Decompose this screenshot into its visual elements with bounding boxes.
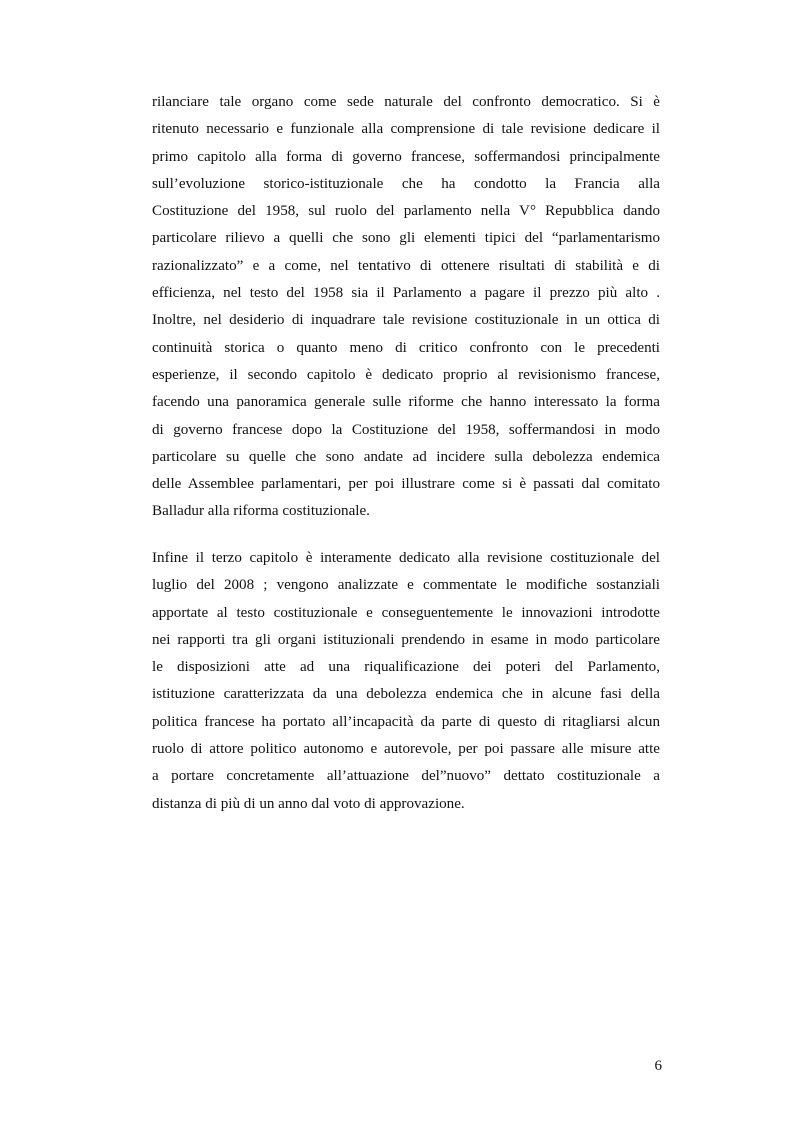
- text-line: nei rapporti tra gli organi istituzionali prendendo in esame in modo particolare: [152, 631, 660, 648]
- text-line: a portare concretamente all’attuazione del”nuovo” dettato costituzionale a: [152, 768, 660, 785]
- text-line: distanza di più di un anno dal voto di approvazione.: [152, 795, 465, 812]
- text-line: istituzione caratterizzata da una debolezza endemica che in alcune fasi della: [152, 686, 660, 703]
- paragraph-2: [152, 545, 660, 818]
- text-line: ritenuto necessario e funzionale alla comprensione di tale revisione dedicare il: [152, 121, 660, 138]
- text-line: le disposizioni atte ad una riqualificazione dei poteri del Parlamento,: [152, 659, 660, 676]
- text-line: ruolo di attore politico autonomo e autorevole, per poi passare alle misure atte: [152, 741, 660, 758]
- text-line: esperienze, il secondo capitolo è dedicato proprio al revisionismo francese,: [152, 366, 660, 383]
- text-line: Costituzione del 1958, sul ruolo del parlamento nella V° Repubblica dando: [152, 203, 660, 220]
- text-line: rilanciare tale organo come sede naturale del confronto democratico. Si è: [152, 94, 660, 110]
- text-line: primo capitolo alla forma di governo francese, soffermandosi principalmente: [152, 148, 660, 165]
- text-line: delle Assemblee parlamentari, per poi illustrare come si è passati dal comitato: [152, 476, 660, 493]
- text-line: Inoltre, nel desiderio di inquadrare tale revisione costituzionale in un ottica di: [152, 312, 660, 329]
- text-line: sull’evoluzione storico-istituzionale che ha condotto la Francia alla: [152, 175, 660, 192]
- text-line: di governo francese dopo la Costituzione del 1958, soffermandosi in modo: [152, 421, 660, 438]
- text-line: facendo una panoramica generale sulle riforme che hanno interessato la forma: [152, 394, 660, 411]
- text-line: politica francese ha portato all’incapacità da parte di questo di ritagliarsi alcun: [152, 713, 660, 730]
- text-line: razionalizzato” e a come, nel tentativo di ottenere risultati di stabilità e di: [152, 257, 660, 274]
- text-line: particolare su quelle che sono andate ad incidere sulla debolezza endemica: [152, 448, 660, 465]
- text-line: Balladur alla riforma costituzionale.: [152, 503, 370, 520]
- page-number: 6: [654, 1058, 662, 1074]
- paragraph-1: [152, 89, 660, 526]
- text-line: apportate al testo costituzionale e conseguentemente le innovazioni introdotte: [152, 604, 660, 621]
- text-line: particolare rilievo a quelli che sono gli elementi tipici del “parlamentarismo: [152, 230, 660, 247]
- text-line: continuità storica o quanto meno di critico confronto con le precedenti: [152, 339, 660, 356]
- text-line: efficienza, nel testo del 1958 sia il Parlamento a pagare il prezzo più alto .: [152, 285, 660, 302]
- text-line: Infine il terzo capitolo è interamente dedicato alla revisione costituzionale del: [152, 550, 660, 566]
- text-line: luglio del 2008 ; vengono analizzate e commentate le modifiche sostanziali: [152, 577, 660, 594]
